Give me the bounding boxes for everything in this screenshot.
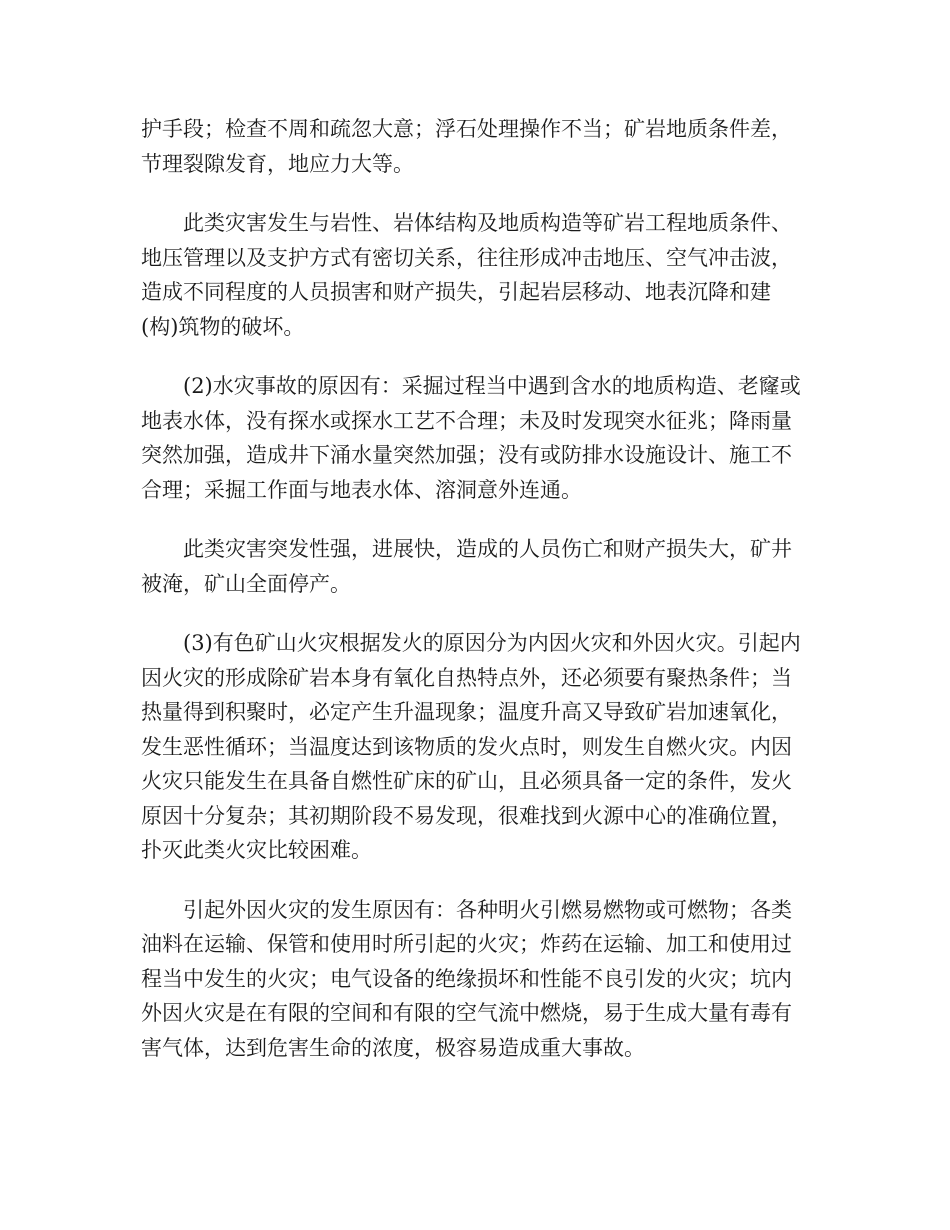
- paragraph-rock-hazard: 此类灾害发生与岩性、岩体结构及地质构造等矿岩工程地质条件、地压管理以及支护方式有密切关系，往往形成冲击地压、空气冲击波，造成不同程度的人员损害和财产损失，引起岩层移动、地表沉降和建(构)筑物的破坏。: [141, 211, 792, 339]
- paragraph-internal-fire: (3)有色矿山火灾根据发火的原因分为内因火灾和外因火灾。引起内因火灾的形成除矿岩本身有氧化自热特点外，还必须要有聚热条件；当热量得到积聚时，必定产生升温现象；温度升高又导致矿岩加速氧化，发生恶性循环；当温度达到该物质的发火点时，则发生自燃火灾。内因火灾只能发生在具备自燃性矿床的矿山，且必须具备一定的条件，发火原因十分复杂；其初期阶段不易发现，很难找到火源中心的准确位置，扑灭此类火灾比较困难。: [141, 631, 801, 862]
- paragraph-flood-causes: (2)水灾事故的原因有：采掘过程当中遇到含水的地质构造、老窿或地表水体，没有探水或探水工艺不合理；未及时发现突水征兆；降雨量突然加强，造成井下涌水量突然加强；没有或防排水设施设计、施工不合理；采掘工作面与地表水体、溶洞意外连通。: [141, 374, 801, 502]
- paragraph-flood-impact: 此类灾害突发性强，进展快，造成的人员伤亡和财产损失大，矿井被淹，矿山全面停产。: [141, 537, 792, 596]
- document-body: [141, 112, 801, 1090]
- paragraph-external-fire: 引起外因火灾的发生原因有：各种明火引燃易燃物或可燃物；各类油料在运输、保管和使用时所引起的火灾；炸药在运输、加工和使用过程当中发生的火灾；电气设备的绝缘损坏和性能不良引发的火灾；坑内外因火灾是在有限的空间和有限的空气流中燃烧，易于生成大量有毒有害气体，达到危害生命的浓度，极容易造成重大事故。: [141, 897, 792, 1060]
- paragraph-continuation: 护手段；检查不周和疏忽大意；浮石处理操作不当；矿岩地质条件差，节理裂隙发育，地应力大等。: [141, 117, 792, 176]
